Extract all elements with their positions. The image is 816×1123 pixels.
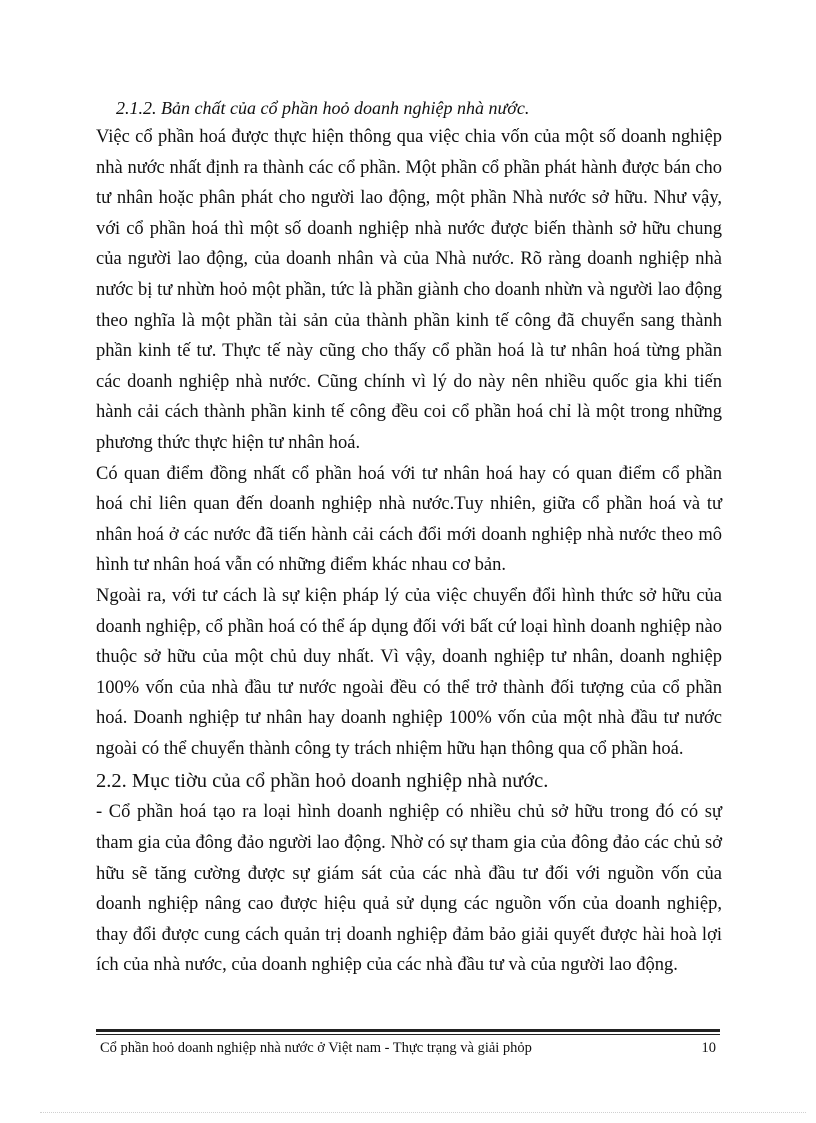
section-title: 2.1.2. Bản chất của cổ phần hoỏ doanh nghiệp nhà nước. bbox=[116, 98, 530, 118]
section-heading-goals: 2.2. Mục tiờu của cổ phần hoỏ doanh nghiệp nhà nước. bbox=[96, 770, 549, 793]
footer-title: Cổ phần hoỏ doanh nghiệp nhà nước ở Việt nam - Thực trạng và giải phỏp bbox=[100, 1040, 532, 1056]
page-footer bbox=[96, 1029, 720, 1059]
paragraph-viewpoints: Có quan điểm đồng nhất cổ phần hoá với tư nhân hoá hay có quan điểm cổ phần hoá chỉ liên quan đến doanh nghiệp nhà nước.Tuy nhiên, giữa cổ phần hoá và tư nhân hoá ở các nước đã tiến hành cải cách đổi mới doanh nghiệp nhà nước theo mô hình tư nhân hoá vẫn có những điểm khác nhau cơ bản. bbox=[96, 463, 722, 576]
paragraph-nature: Việc cổ phần hoá được thực hiện thông qua việc chia vốn của một số doanh nghiệp nhà nước nhất định ra thành các cổ phần. Một phần cổ phần phát hành được bán cho tư nhân hoặc phân phát cho người lao động, một phần Nhà nước sở hữu. Như vậy, với cổ phần hoá thì một số doanh nghiệp nhà nước được biến thành sở hữu chung của người lao động, của doanh nhân và của Nhà nước. Rõ ràng doanh nghiệp nhà nước bị tư nhừn hoỏ một phần, tức là phần giành cho doanh nhừn và người lao động theo nghĩa là một phần tài sản của thành phần kinh tế công đã chuyển sang thành phần kinh tế tư. Thực tế này cũng cho thấy cổ phần hoá là tư nhân hoá từng phần các doanh nghiệp nhà nước. Cũng chính vì lý do này nên nhiều quốc gia khi tiến hành cải cách thành phần kinh tế công đều coi cổ phần hoá chỉ là một trong những phương thức thực hiện tư nhân hoá. bbox=[96, 127, 722, 453]
page-body bbox=[96, 94, 722, 981]
page-edge-divider bbox=[40, 1112, 806, 1113]
page-number: 10 bbox=[701, 1040, 716, 1056]
paragraph-goals: - Cổ phần hoá tạo ra loại hình doanh nghiệp có nhiều chủ sở hữu trong đó có sự tham gia của đông đảo người lao động. Nhờ có sự tham gia của đông đảo các chủ sở hữu sẽ tăng cường được sự giám sát của các nhà đầu tư đối với nguồn vốn của doanh nghiệp nâng cao được hiệu quả sử dụng các nguồn vốn của doanh nghiệp, thay đổi được cung cách quản trị doanh nghiệp đảm bảo giải quyết được hài hoà lợi ích của nhà nước, của doanh nghiệp của các nhà đầu tư và của người lao động. bbox=[96, 802, 722, 976]
footer-row bbox=[96, 1035, 720, 1059]
paragraph-legal: Ngoài ra, với tư cách là sự kiện pháp lý của việc chuyển đổi hình thức sở hữu của doanh nghiệp, cổ phần hoá có thể áp dụng đối với bất cứ loại hình doanh nghiệp nào thuộc sở hữu của một chủ duy nhất. Vì vậy, doanh nghiệp tư nhân, doanh nghiệp 100% vốn của nhà đầu tư nước ngoài đều có thể trở thành đối tượng của cổ phần hoá. Doanh nghiệp tư nhân hay doanh nghiệp 100% vốn của một nhà đầu tư nước ngoài có thể chuyển thành công ty trách nhiệm hữu hạn thông qua cổ phần hoá. bbox=[96, 585, 722, 759]
footer-rule-thick bbox=[96, 1029, 720, 1032]
